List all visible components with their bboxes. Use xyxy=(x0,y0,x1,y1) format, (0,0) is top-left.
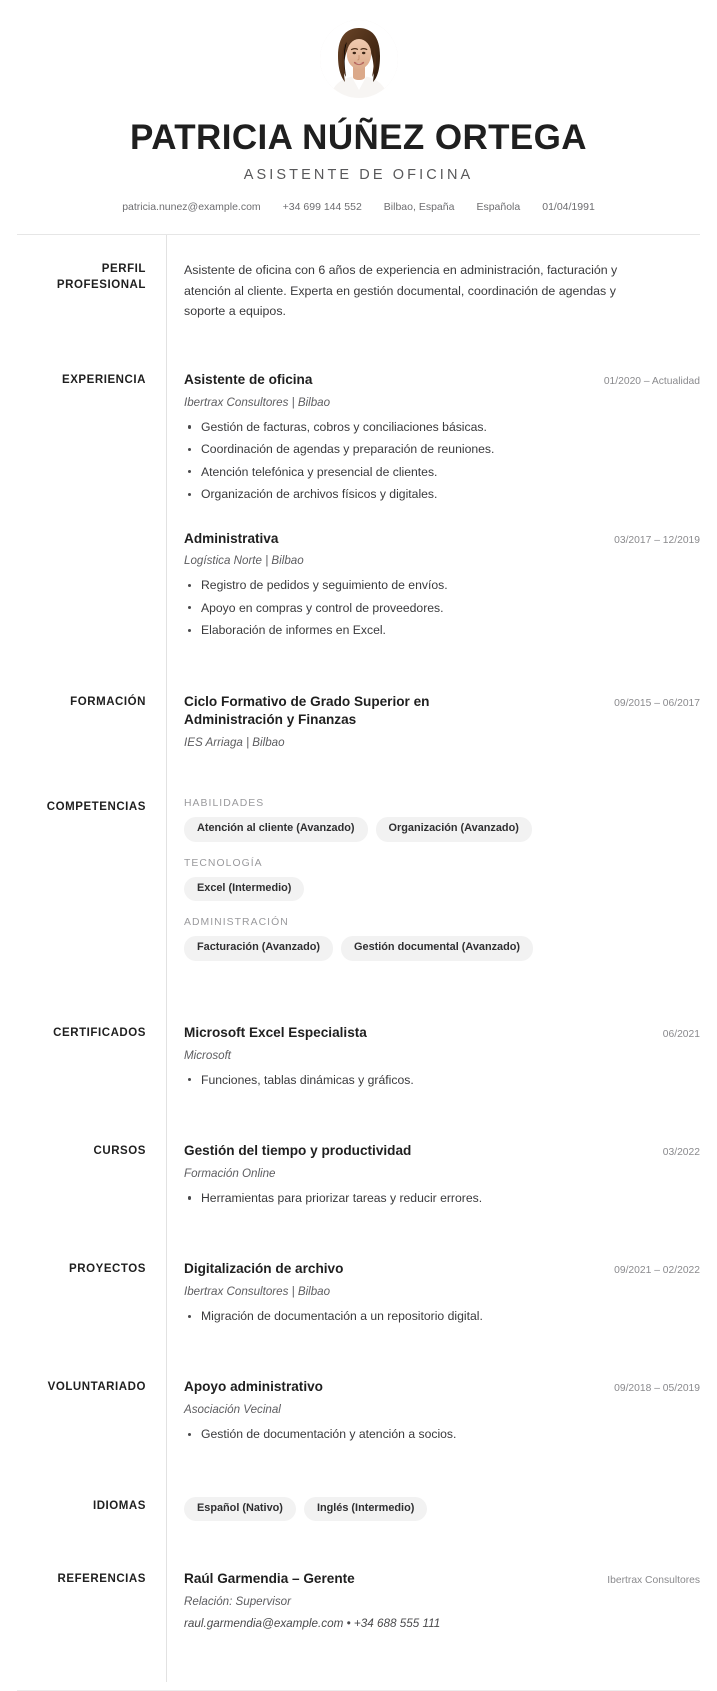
contact-nationality: Española xyxy=(476,200,521,213)
section-label-certificates: CERTIFICADOS xyxy=(53,1026,146,1039)
language-pill-row xyxy=(184,1497,700,1522)
job-headline: ASISTENTE DE OFICINA xyxy=(243,166,474,183)
skill-pill: Organización (Avanzado) xyxy=(376,817,532,842)
skill-category-label: TECNOLOGÍA xyxy=(184,857,263,869)
entry-subtitle: Logística Norte | Bilbao xyxy=(184,554,304,568)
skill-group xyxy=(184,917,700,999)
entry-date: 09/2015 – 06/2017 xyxy=(614,697,700,709)
contact-location: Bilbao, España xyxy=(383,200,455,213)
volunteering-entry xyxy=(184,1378,700,1471)
section-education xyxy=(17,668,700,774)
section-skills xyxy=(17,773,700,999)
section-label-experience: EXPERIENCIA xyxy=(61,374,146,387)
entry-header xyxy=(184,1024,700,1043)
skill-pill-row xyxy=(184,817,700,842)
reference-contact[interactable]: raul.garmendia@example.com • +34 688 555 111 xyxy=(184,1616,441,1630)
section-projects xyxy=(17,1235,700,1353)
entry-bullets xyxy=(184,1307,700,1326)
entry-title: Raúl Garmendia – Gerente xyxy=(184,1571,355,1587)
section-content-profile xyxy=(166,235,700,346)
list-item: Apoyo en compras y control de proveedores. xyxy=(184,599,700,618)
page-title: PATRICIA NÚÑEZ ORTEGA xyxy=(130,118,587,157)
entry-subtitle: Asociación Vecinal xyxy=(184,1403,281,1417)
section-label-line: PROFESIONAL xyxy=(56,279,146,292)
section-content-references xyxy=(166,1545,700,1682)
skill-pill-row xyxy=(184,936,700,961)
entry-subtitle: Ibertrax Consultores | Bilbao xyxy=(184,395,331,409)
list-item: Funciones, tablas dinámicas y gráficos. xyxy=(184,1071,700,1090)
section-label-profile xyxy=(17,235,166,346)
section-content-volunteering xyxy=(166,1353,700,1471)
entry-date: 03/2022 xyxy=(662,1147,700,1159)
education-entry xyxy=(184,693,700,774)
skill-pill: Excel (Intermedio) xyxy=(184,877,304,902)
section-label-languages: IDIOMAS xyxy=(92,1499,146,1512)
entry-company: Ibertrax Consultores xyxy=(607,1575,700,1587)
list-item: Migración de documentación a un repositorio digital. xyxy=(184,1307,700,1326)
entry-date: 01/2020 – Actualidad xyxy=(603,376,700,388)
experience-entry xyxy=(184,530,700,668)
skill-category-label: HABILIDADES xyxy=(184,798,265,810)
entry-subtitle: Formación Online xyxy=(184,1166,276,1180)
list-item: Coordinación de agendas y preparación de reuniones. xyxy=(184,440,700,459)
section-label-volunteering: VOLUNTARIADO xyxy=(47,1381,146,1394)
entry-date: 09/2021 – 02/2022 xyxy=(614,1265,700,1277)
skill-category-label: ADMINISTRACIÓN xyxy=(184,917,289,929)
skill-pill: Atención al cliente (Avanzado) xyxy=(184,817,368,842)
entry-title: Ciclo Formativo de Grado Superior en Administración y Finanzas xyxy=(184,693,430,728)
reference-entry xyxy=(184,1570,700,1654)
resume-header xyxy=(0,0,717,213)
entry-bullets xyxy=(184,1071,700,1090)
section-experience xyxy=(17,346,700,667)
section-volunteering xyxy=(17,1353,700,1471)
list-item: Organización de archivos físicos y digitales. xyxy=(184,485,700,504)
section-label-skills: COMPETENCIAS xyxy=(46,801,146,814)
skill-group xyxy=(184,798,700,858)
entry-bullets xyxy=(184,1189,700,1208)
section-content-projects xyxy=(166,1235,700,1353)
experience-entry xyxy=(184,371,700,529)
entry-subtitle: Relación: Supervisor xyxy=(184,1594,291,1608)
entry-title: Microsoft Excel Especialista xyxy=(184,1024,367,1040)
entry-header xyxy=(184,371,700,390)
certificate-entry xyxy=(184,1024,700,1117)
entry-title: Digitalización de archivo xyxy=(184,1261,344,1277)
entry-subtitle: Ibertrax Consultores | Bilbao xyxy=(184,1285,331,1299)
resume-body xyxy=(0,235,717,1682)
contact-phone[interactable]: +34 699 144 552 xyxy=(282,200,362,213)
section-references xyxy=(17,1545,700,1682)
section-profile xyxy=(17,235,700,346)
entry-header xyxy=(184,1570,700,1589)
course-entry xyxy=(184,1142,700,1235)
avatar xyxy=(320,20,398,98)
entry-subtitle: IES Arriaga | Bilbao xyxy=(184,736,285,750)
entry-title: Asistente de oficina xyxy=(184,372,313,388)
section-content-certificates xyxy=(166,999,700,1117)
project-entry xyxy=(184,1260,700,1353)
entry-bullets xyxy=(184,418,700,504)
list-item: Atención telefónica y presencial de clientes. xyxy=(184,463,700,482)
section-certificates xyxy=(17,999,700,1117)
list-item: Gestión de facturas, cobros y conciliaciones básicas. xyxy=(184,418,700,437)
section-content-skills xyxy=(166,773,700,999)
entry-bullets xyxy=(184,1425,700,1444)
skill-pill-row xyxy=(184,877,700,902)
list-item: Herramientas para priorizar tareas y reducir errores. xyxy=(184,1189,700,1208)
entry-header xyxy=(184,530,700,549)
entry-title: Gestión del tiempo y productividad xyxy=(184,1143,412,1159)
section-label-education: FORMACIÓN xyxy=(70,695,146,708)
contact-birthdate: 01/04/1991 xyxy=(542,200,595,213)
section-courses xyxy=(17,1117,700,1235)
entry-header xyxy=(184,693,700,731)
entry-date: 03/2017 – 12/2019 xyxy=(614,534,700,546)
entry-title: Apoyo administrativo xyxy=(184,1379,323,1395)
section-label-projects: PROYECTOS xyxy=(69,1263,146,1276)
language-row xyxy=(184,1497,700,1546)
list-item: Gestión de documentación y atención a socios. xyxy=(184,1425,700,1444)
profile-summary-text: Asistente de oficina con 6 años de experiencia en administración, facturación y atención al cliente. Experta en gestión documental, coordinación de agendas y soporte a equipos. xyxy=(184,262,618,319)
section-content-courses xyxy=(166,1117,700,1235)
language-pill: Inglés (Intermedio) xyxy=(304,1497,427,1522)
language-pill: Español (Nativo) xyxy=(184,1497,296,1522)
section-label-line: PERFIL xyxy=(101,262,146,275)
contact-row xyxy=(17,201,700,213)
entry-header xyxy=(184,1378,700,1397)
list-item: Elaboración de informes en Excel. xyxy=(184,621,700,640)
section-label-references: REFERENCIAS xyxy=(57,1573,146,1586)
entry-bullets xyxy=(184,576,700,640)
contact-email[interactable]: patricia.nunez@example.com xyxy=(122,200,261,213)
entry-subtitle: Microsoft xyxy=(184,1048,232,1062)
entry-header xyxy=(184,1260,700,1279)
section-label-courses: CURSOS xyxy=(93,1145,146,1158)
skill-group xyxy=(184,858,700,918)
skill-pill: Facturación (Avanzado) xyxy=(184,936,333,961)
section-languages xyxy=(17,1472,700,1546)
entry-title: Administrativa xyxy=(184,530,279,546)
list-item: Registro de pedidos y seguimiento de envíos. xyxy=(184,576,700,595)
section-content-education xyxy=(166,668,700,774)
entry-header xyxy=(184,1142,700,1161)
section-content-languages xyxy=(166,1472,700,1546)
skill-pill: Gestión documental (Avanzado) xyxy=(341,936,533,961)
section-content-experience xyxy=(166,346,700,667)
profile-photo-icon xyxy=(320,20,398,98)
entry-date: 06/2021 xyxy=(662,1028,700,1040)
entry-date: 09/2018 – 05/2019 xyxy=(614,1383,700,1395)
